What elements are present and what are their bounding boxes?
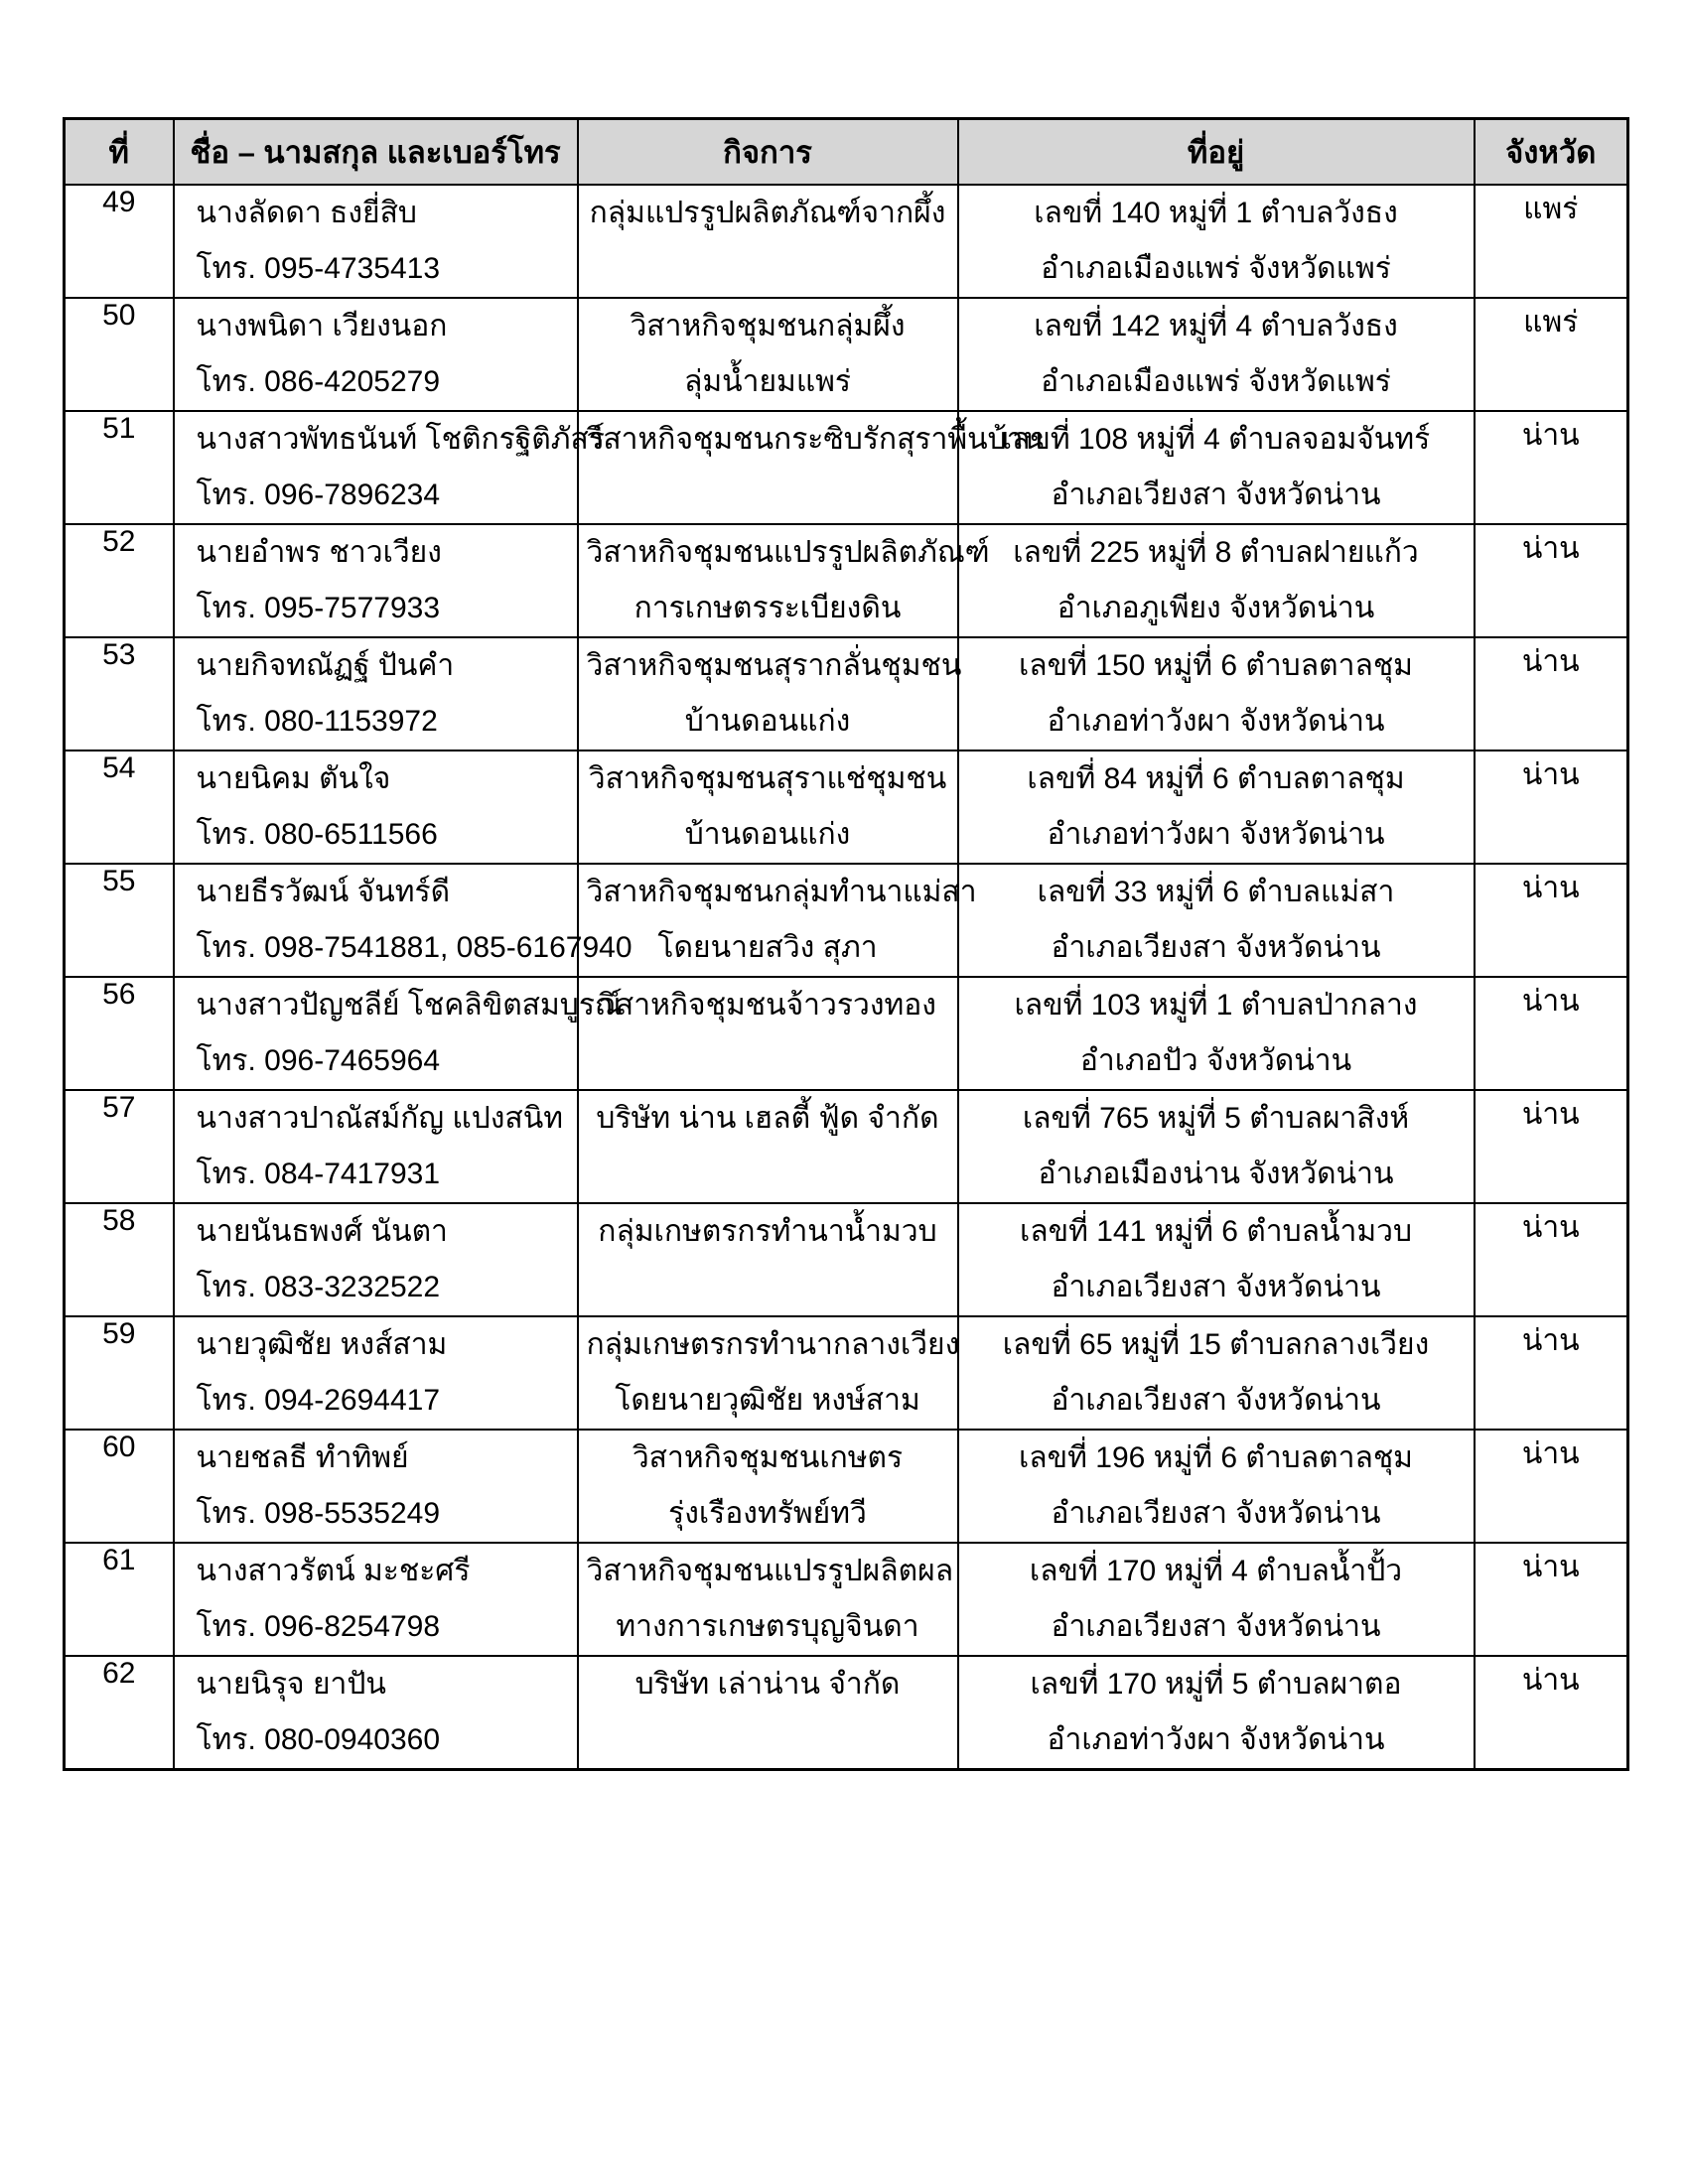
phone-line: โทร. 094-2694417 xyxy=(196,1384,441,1417)
address-line: เลขที่ 141 หมู่ที่ 6 ตำบลน้ำมวบ xyxy=(1019,1215,1413,1248)
phone-line: โทร. 086-4205279 xyxy=(196,365,441,398)
province-cell: น่าน xyxy=(1475,751,1628,864)
address-line: เลขที่ 765 หมู่ที่ 5 ตำบลผาสิงห์ xyxy=(1022,1102,1410,1135)
business-line: วิสาหกิจชุมชนสุราแช่ชุมชน xyxy=(588,762,947,795)
address-line: อำเภอเวียงสา จังหวัดน่าน xyxy=(1051,1610,1381,1643)
phone-line: โทร. 096-7465964 xyxy=(196,1044,441,1077)
address-line: เลขที่ 196 หมู่ที่ 6 ตำบลตาลชุม xyxy=(1019,1441,1413,1474)
phone-line: โทร. 098-5535249 xyxy=(196,1497,441,1530)
table-row xyxy=(65,1203,1628,1316)
col-header-name-phone: ชื่อ – นามสกุล และเบอร์โทร xyxy=(174,119,578,186)
name-phone-cell xyxy=(174,864,633,977)
name-phone-cell xyxy=(174,1430,578,1543)
province-cell: น่าน xyxy=(1475,1316,1628,1430)
table-body xyxy=(65,185,1628,1770)
address-cell xyxy=(958,1316,1475,1430)
address-cell xyxy=(958,1430,1475,1543)
row-number-cell: 62 xyxy=(65,1656,174,1770)
table-row xyxy=(65,977,1628,1090)
address-cell xyxy=(958,1090,1475,1203)
address-line: เลขที่ 108 หมู่ที่ 4 ตำบลจอมจันทร์ xyxy=(1001,423,1431,456)
address-cell xyxy=(958,524,1475,637)
row-number-cell: 49 xyxy=(65,185,174,298)
phone-line: โทร. 080-0940360 xyxy=(196,1723,441,1756)
address-line: อำเภอเวียงสา จังหวัดน่าน xyxy=(1051,1497,1381,1530)
name-line: นายอำพร ชาวเวียง xyxy=(196,536,442,569)
row-number-cell: 61 xyxy=(65,1543,174,1656)
phone-line: โทร. 098-7541881, 085-6167940 xyxy=(196,931,633,964)
business-cell xyxy=(578,1430,958,1543)
business-cell xyxy=(578,411,1045,524)
name-line: นางสาวรัตน์ มะชะศรี xyxy=(196,1555,471,1587)
row-number-cell: 52 xyxy=(65,524,174,637)
business-directory-table xyxy=(63,117,1629,1771)
province-cell: น่าน xyxy=(1475,864,1628,977)
address-line: อำเภอท่าวังผา จังหวัดน่าน xyxy=(1047,705,1385,738)
name-phone-cell xyxy=(174,411,605,524)
address-cell xyxy=(958,298,1475,411)
name-line: นายนันธพงศ์ นันตา xyxy=(196,1215,448,1248)
province-cell: น่าน xyxy=(1475,411,1628,524)
business-cell xyxy=(578,524,990,637)
address-line: อำเภอเมืองแพร่ จังหวัดแพร่ xyxy=(1041,365,1391,398)
row-number-cell: 55 xyxy=(65,864,174,977)
table-row xyxy=(65,524,1628,637)
table-row xyxy=(65,864,1628,977)
province-cell: น่าน xyxy=(1475,524,1628,637)
name-phone-cell xyxy=(174,1543,578,1656)
address-line: อำเภอเวียงสา จังหวัดน่าน xyxy=(1051,1384,1381,1417)
province-cell: น่าน xyxy=(1475,1656,1628,1770)
business-line: บ้านดอนแก่ง xyxy=(684,818,851,851)
business-line: วิสาหกิจชุมชนแปรรูปผลิตผล xyxy=(586,1555,954,1587)
name-line: นางสาวปัญชลีย์ โชคลิขิตสมบูรณ์ xyxy=(196,989,623,1022)
address-line: เลขที่ 150 หมู่ที่ 6 ตำบลตาลชุม xyxy=(1019,649,1413,682)
phone-line: โทร. 096-7896234 xyxy=(196,478,441,511)
row-number-cell: 60 xyxy=(65,1430,174,1543)
province-cell: น่าน xyxy=(1475,977,1628,1090)
business-cell xyxy=(578,751,958,864)
table-row xyxy=(65,1430,1628,1543)
row-number-cell: 53 xyxy=(65,637,174,751)
business-line: บริษัท น่าน เฮลตี้ ฟู้ด จำกัด xyxy=(596,1102,939,1135)
address-cell xyxy=(958,1656,1475,1770)
name-phone-cell xyxy=(174,1656,578,1770)
province-cell: น่าน xyxy=(1475,1203,1628,1316)
row-number-cell: 57 xyxy=(65,1090,174,1203)
name-line: นายนิรุจ ยาปัน xyxy=(196,1668,386,1701)
table-row xyxy=(65,1543,1628,1656)
name-line: นายกิจทณัฏฐ์ ปันคำ xyxy=(196,649,455,682)
business-line: กลุ่มแปรรูปผลิตภัณฑ์จากผึ้ง xyxy=(589,197,946,229)
business-cell xyxy=(578,1543,958,1656)
address-line: อำเภอเวียงสา จังหวัดน่าน xyxy=(1051,931,1381,964)
business-line: รุ่งเรืองทรัพย์ทวี xyxy=(668,1497,867,1530)
name-phone-cell xyxy=(174,185,578,298)
row-number-cell: 59 xyxy=(65,1316,174,1430)
business-line: บ้านดอนแก่ง xyxy=(684,705,851,738)
address-cell xyxy=(958,411,1475,524)
name-phone-cell xyxy=(174,1203,578,1316)
business-line: โดยนายวุฒิชัย หงษ์สาม xyxy=(615,1384,920,1417)
business-cell xyxy=(578,1203,958,1316)
address-line: อำเภอเมืองแพร่ จังหวัดแพร่ xyxy=(1041,252,1391,285)
row-number-cell: 50 xyxy=(65,298,174,411)
business-line: วิสาหกิจชุมชนจ้าวรวงทอง xyxy=(599,989,936,1022)
province-cell: แพร่ xyxy=(1475,185,1628,298)
phone-line: โทร. 096-8254798 xyxy=(196,1610,441,1643)
phone-line: โทร. 083-3232522 xyxy=(196,1271,441,1303)
address-line: เลขที่ 140 หมู่ที่ 1 ตำบลวังธง xyxy=(1034,197,1398,229)
business-line: กลุ่มเกษตรกรทำนาน้ำมวบ xyxy=(598,1215,937,1248)
business-line: โดยนายสวิง สุภา xyxy=(657,931,878,964)
business-cell xyxy=(578,637,962,751)
name-phone-cell xyxy=(174,524,578,637)
address-line: เลขที่ 103 หมู่ที่ 1 ตำบลป่ากลาง xyxy=(1014,989,1418,1022)
address-cell xyxy=(958,864,1475,977)
address-line: เลขที่ 170 หมู่ที่ 5 ตำบลผาตอ xyxy=(1030,1668,1402,1701)
phone-line: โทร. 095-4735413 xyxy=(196,252,441,285)
phone-line: โทร. 080-6511566 xyxy=(196,818,438,851)
business-line: ลุ่มน้ำยมแพร่ xyxy=(683,365,852,398)
address-cell xyxy=(958,751,1475,864)
col-header-business: กิจการ xyxy=(578,119,958,186)
name-line: นางพนิดา เวียงนอก xyxy=(196,310,448,342)
name-line: นายวุฒิชัย หงส์สาม xyxy=(196,1328,448,1361)
business-cell xyxy=(578,298,958,411)
province-cell: น่าน xyxy=(1475,637,1628,751)
address-line: เลขที่ 225 หมู่ที่ 8 ตำบลฝายแก้ว xyxy=(1013,536,1419,569)
address-line: อำเภอเวียงสา จังหวัดน่าน xyxy=(1051,1271,1381,1303)
row-number-cell: 56 xyxy=(65,977,174,1090)
address-line: เลขที่ 65 หมู่ที่ 15 ตำบลกลางเวียง xyxy=(1002,1328,1430,1361)
name-phone-cell xyxy=(174,1316,578,1430)
province-cell: น่าน xyxy=(1475,1090,1628,1203)
business-cell xyxy=(578,1090,958,1203)
name-phone-cell xyxy=(174,751,578,864)
business-cell xyxy=(578,185,958,298)
phone-line: โทร. 084-7417931 xyxy=(196,1158,441,1190)
table-row xyxy=(65,411,1628,524)
table-row xyxy=(65,1316,1628,1430)
table-row xyxy=(65,637,1628,751)
business-line: กลุ่มเกษตรกรทำนากลางเวียง xyxy=(586,1328,960,1361)
col-header-address: ที่อยู่ xyxy=(958,119,1475,186)
name-phone-cell xyxy=(174,977,623,1090)
phone-line: โทร. 095-7577933 xyxy=(196,592,441,624)
business-line: วิสาหกิจชุมชนแปรรูปผลิตภัณฑ์ xyxy=(586,536,990,569)
row-number-cell: 58 xyxy=(65,1203,174,1316)
row-number-cell: 51 xyxy=(65,411,174,524)
table-row xyxy=(65,298,1628,411)
province-cell: น่าน xyxy=(1475,1543,1628,1656)
address-line: เลขที่ 142 หมู่ที่ 4 ตำบลวังธง xyxy=(1034,310,1398,342)
address-line: อำเภอท่าวังผา จังหวัดน่าน xyxy=(1047,818,1385,851)
address-line: เลขที่ 33 หมู่ที่ 6 ตำบลแม่สา xyxy=(1037,876,1395,908)
address-line: อำเภอท่าวังผา จังหวัดน่าน xyxy=(1047,1723,1385,1756)
province-cell: น่าน xyxy=(1475,1430,1628,1543)
col-header-no: ที่ xyxy=(65,119,174,186)
address-line: อำเภอเมืองน่าน จังหวัดน่าน xyxy=(1038,1158,1394,1190)
name-line: นายธีรวัฒน์ จันทร์ดี xyxy=(196,876,451,908)
header-row xyxy=(65,119,1628,186)
table-row xyxy=(65,1656,1628,1770)
address-line: อำเภอเวียงสา จังหวัดน่าน xyxy=(1051,478,1381,511)
business-line: วิสาหกิจชุมชนเกษตร xyxy=(632,1441,904,1474)
business-line: วิสาหกิจชุมชนกลุ่มผึ้ง xyxy=(630,310,906,342)
business-line: การเกษตรระเบียงดิน xyxy=(633,592,902,624)
name-line: นางสาวพัทธนันท์ โชติกรฐิติภัสร์ xyxy=(196,423,605,456)
business-line: บริษัท เล่าน่าน จำกัด xyxy=(634,1668,901,1701)
address-cell xyxy=(958,1543,1475,1656)
business-cell xyxy=(578,977,958,1090)
business-line: ทางการเกษตรบุญจินดา xyxy=(616,1610,919,1643)
name-line: นายนิคม ตันใจ xyxy=(196,762,391,795)
business-line: วิสาหกิจชุมชนกลุ่มทำนาแม่สา xyxy=(586,876,977,908)
address-line: อำเภอปัว จังหวัดน่าน xyxy=(1079,1044,1352,1077)
address-cell xyxy=(958,1203,1475,1316)
business-cell xyxy=(578,1316,958,1430)
row-number-cell: 54 xyxy=(65,751,174,864)
business-line: วิสาหกิจชุมชนกระซิบรักสุราพื้นบ้าน xyxy=(586,423,1045,456)
business-line: วิสาหกิจชุมชนสุรากลั่นชุมชน xyxy=(586,649,962,682)
phone-line: โทร. 080-1153972 xyxy=(196,705,438,738)
col-header-province: จังหวัด xyxy=(1475,119,1628,186)
business-cell xyxy=(578,1656,958,1770)
address-cell xyxy=(958,637,1475,751)
address-line: อำเภอภูเพียง จังหวัดน่าน xyxy=(1056,592,1375,624)
table-row xyxy=(65,751,1628,864)
name-phone-cell xyxy=(174,1090,578,1203)
name-line: นางลัดดา ธงยี่สิบ xyxy=(196,197,417,229)
address-cell xyxy=(958,977,1475,1090)
address-line: เลขที่ 84 หมู่ที่ 6 ตำบลตาลชุม xyxy=(1027,762,1405,795)
province-cell: แพร่ xyxy=(1475,298,1628,411)
name-phone-cell xyxy=(174,298,578,411)
name-phone-cell xyxy=(174,637,578,751)
business-cell xyxy=(578,864,977,977)
table-row xyxy=(65,185,1628,298)
table-row xyxy=(65,1090,1628,1203)
address-cell xyxy=(958,185,1475,298)
name-line: นายชลธี ทำทิพย์ xyxy=(196,1441,409,1474)
address-line: เลขที่ 170 หมู่ที่ 4 ตำบลน้ำปั้ว xyxy=(1029,1555,1403,1587)
name-line: นางสาวปาณัสม์กัญ แปงสนิท xyxy=(196,1102,563,1135)
